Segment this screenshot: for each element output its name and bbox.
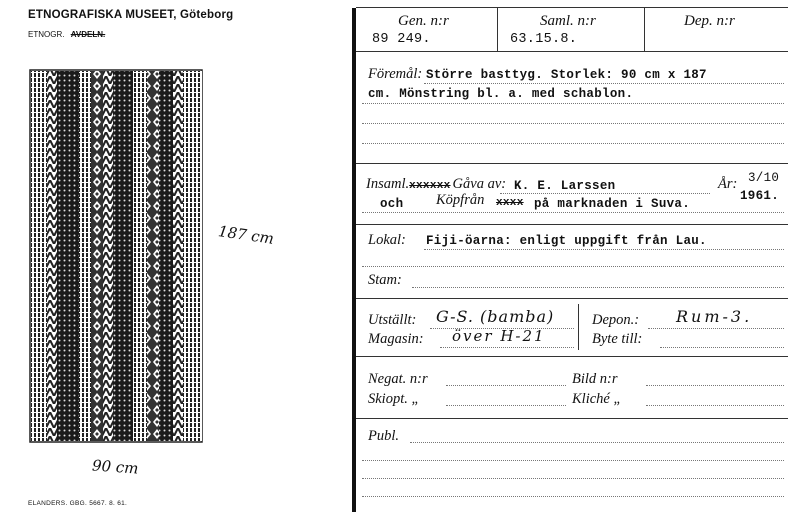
dimension-width: 90 cm xyxy=(91,456,140,478)
foremal-line1: Större basttyg. Storlek: 90 cm x 187 xyxy=(426,68,707,82)
museum-name: ETNOGRAFISKA MUSEET, Göteborg xyxy=(28,9,234,21)
card-divider xyxy=(352,8,356,512)
textile-band xyxy=(57,71,79,441)
foremal-rule xyxy=(362,143,784,144)
section-border xyxy=(356,224,788,225)
fran-text: från xyxy=(460,192,485,208)
gava-label: Gåva av: xyxy=(452,176,507,192)
header-separator xyxy=(497,8,498,51)
textile-sketch xyxy=(22,68,212,448)
magasin-rule xyxy=(440,347,574,348)
lokal-rule xyxy=(362,266,784,267)
header-bottom xyxy=(356,51,788,52)
ar-label: År: xyxy=(718,176,738,192)
textile-band xyxy=(159,71,173,441)
textile-band xyxy=(183,71,202,441)
skiopt-rule xyxy=(446,405,566,406)
insaml-label xyxy=(366,176,506,193)
section-border xyxy=(356,356,788,357)
dimension-height: 187 cm xyxy=(217,222,276,248)
department-struck: AVDELN. xyxy=(70,30,106,39)
section-border xyxy=(356,418,788,419)
publ-label: Publ. xyxy=(368,428,400,444)
saml-value: 63.15.8. xyxy=(510,32,578,47)
saml-label: Saml. n:r xyxy=(540,13,596,29)
textile-band xyxy=(31,71,47,441)
foremal-rule xyxy=(424,83,784,84)
cliche-label: Kliché „ xyxy=(572,391,622,407)
stam-rule xyxy=(412,287,784,288)
section-border xyxy=(356,163,788,164)
insaml-label-text: Insaml. xyxy=(366,176,410,192)
lokal-value: Fiji-öarna: enligt uppgift från Lau. xyxy=(426,234,707,248)
depon-rule xyxy=(648,328,784,329)
byte-rule xyxy=(660,347,784,348)
utstallt-separator xyxy=(578,304,579,350)
byte-label: Byte till: xyxy=(592,331,643,347)
foremal-rule xyxy=(362,123,784,124)
header-separator xyxy=(644,8,645,51)
insaml-rule xyxy=(500,193,710,194)
publ-rule xyxy=(362,460,784,461)
textile-band xyxy=(173,71,183,441)
textile-band xyxy=(91,71,103,441)
section-border xyxy=(356,298,788,299)
ar-year: 1961. xyxy=(740,189,780,203)
bild-rule xyxy=(646,385,784,386)
purchase-place: på marknaden i Suva. xyxy=(534,197,691,211)
kop-text: Köp xyxy=(436,192,461,208)
fran-struck: xxxx xyxy=(496,197,524,209)
textile-band xyxy=(79,71,91,441)
gen-label: Gen. n:r xyxy=(398,13,449,29)
ar-date: 3/10 xyxy=(748,171,780,185)
publ-rule xyxy=(362,478,784,479)
negat-rule xyxy=(446,385,566,386)
kop-label xyxy=(436,192,484,209)
department-line xyxy=(28,30,105,39)
department-label: ETNOGR. xyxy=(28,30,65,39)
utstallt-value: G-S. (bamba) xyxy=(436,307,555,326)
publ-rule xyxy=(362,496,784,497)
negat-label: Negat. n:r xyxy=(368,371,428,387)
depon-label: Depon.: xyxy=(592,312,640,328)
dep-label: Dep. n:r xyxy=(684,13,735,29)
insaml-struck: xxxxxx xyxy=(409,180,451,192)
lokal-rule xyxy=(424,249,784,250)
textile-band xyxy=(133,71,147,441)
foremal-rule xyxy=(362,103,784,104)
header-border xyxy=(356,7,788,8)
gen-value: 89 249. xyxy=(372,32,431,47)
stam-label: Stam: xyxy=(368,272,402,288)
lokal-label: Lokal: xyxy=(368,232,406,248)
cliche-rule xyxy=(646,405,784,406)
magasin-label: Magasin: xyxy=(368,331,424,347)
publ-rule xyxy=(410,442,784,443)
donor-name: K. E. Larssen xyxy=(514,179,616,193)
printer-mark: ELANDERS. GBG. 5667. 8. 61. xyxy=(28,500,128,507)
magasin-value: över H-21 xyxy=(452,327,546,345)
textile-band xyxy=(47,71,57,441)
och-label: och xyxy=(380,197,404,211)
utstallt-label: Utställt: xyxy=(368,312,417,328)
textile-band xyxy=(113,71,133,441)
textile-band xyxy=(103,71,113,441)
textile-band xyxy=(147,71,159,441)
foremal-label: Föremål: xyxy=(368,66,423,82)
bild-label: Bild n:r xyxy=(572,371,618,387)
skiopt-label: Skiopt. „ xyxy=(368,391,420,407)
depon-value: Rum-3. xyxy=(676,307,753,326)
insaml-rule xyxy=(362,212,784,213)
foremal-line2: cm. Mönstring bl. a. med schablon. xyxy=(368,87,634,101)
